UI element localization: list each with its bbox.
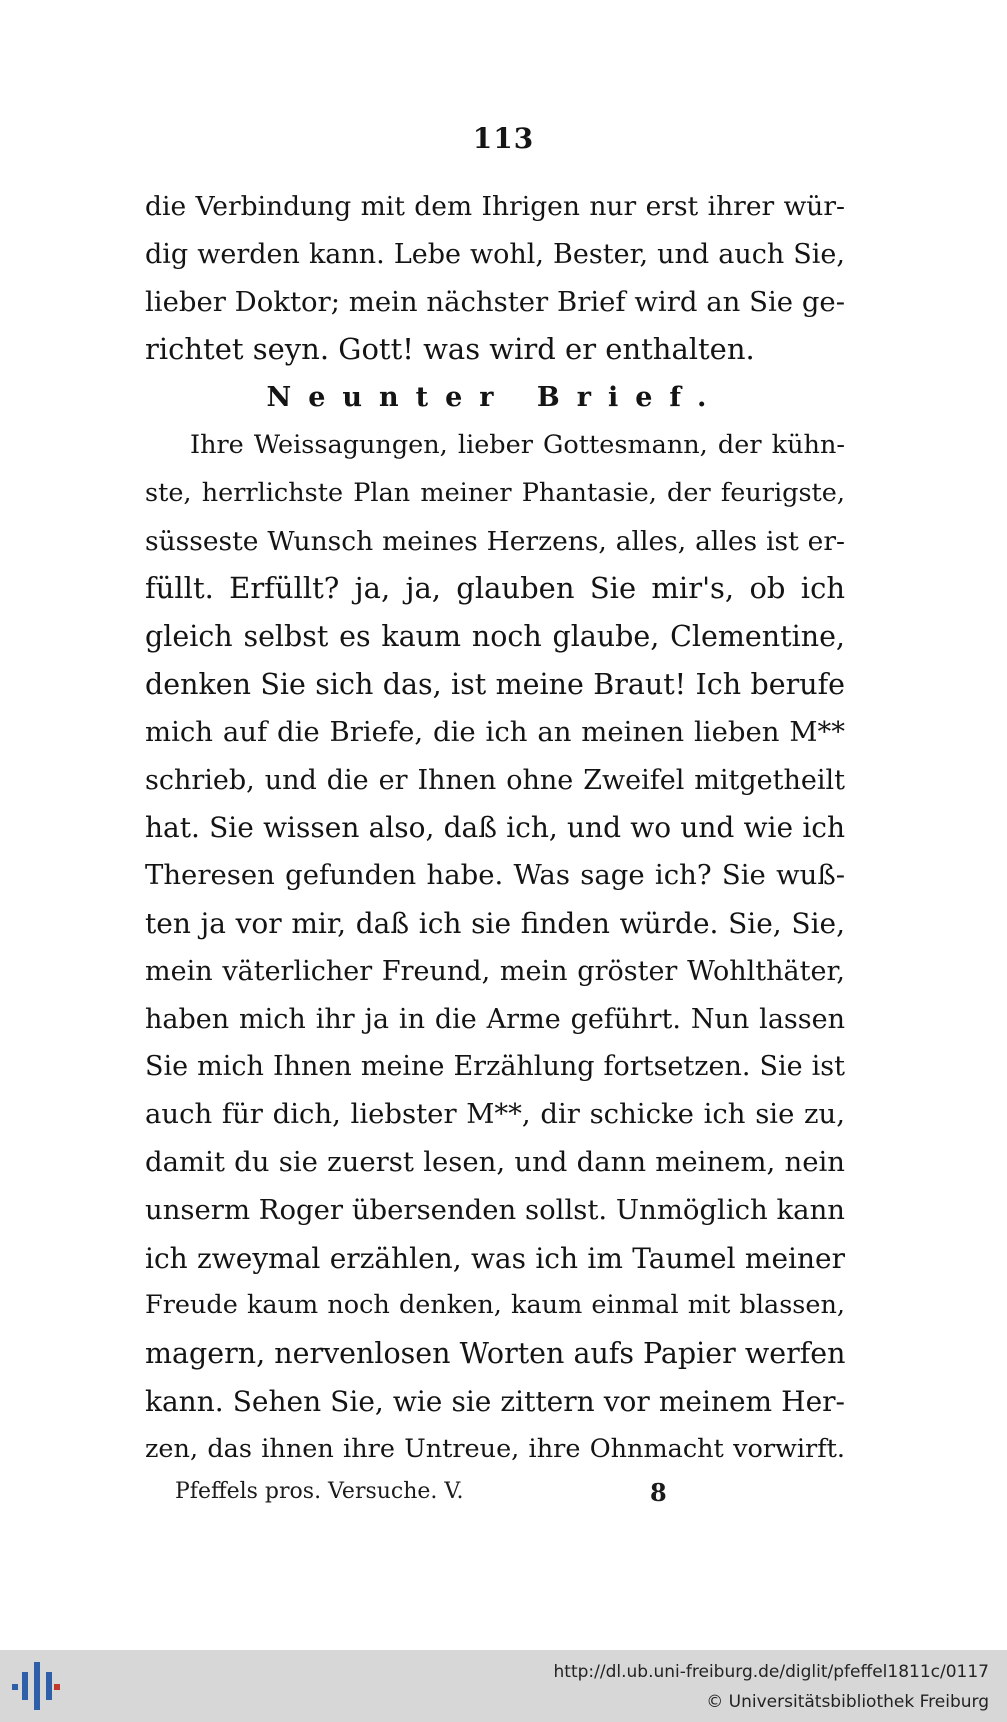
text-line: unserm Roger übersenden sollst. Unmöglich kann (145, 1193, 845, 1226)
text-line: schrieb, und die er Ihnen ohne Zweifel mitgetheilt (145, 764, 845, 796)
viewer-info-bar (0, 1650, 1007, 1722)
text-line: mein väterlicher Freund, mein gröster Wohlthäter, (145, 955, 845, 987)
text-line: die Verbindung mit dem Ihrigen nur erst ihrer wür- (145, 191, 845, 222)
text-line: lieber Doktor; mein nächster Brief wird an Sie ge- (145, 285, 845, 318)
text-line: Ihre Weissagungen, lieber Gottesmann, der kühn- (190, 429, 845, 460)
footer-signature: Pfeffels pros. Versuche. V. (175, 1479, 464, 1504)
letter-heading: Neunter Brief. (266, 382, 724, 414)
source-url-link[interactable]: http://dl.ub.uni-freiburg.de/diglit/pfeffel1811c/0117 (553, 1662, 989, 1682)
text-line: mich auf die Briefe, die ich an meinen lieben M** (145, 715, 845, 748)
copyright-notice: © Universitätsbibliothek Freiburg (706, 1692, 989, 1712)
footer-signature-mark: 8 (650, 1478, 667, 1507)
text-line: haben mich ihr ja in die Arme geführt. Nun lassen (145, 1003, 845, 1035)
text-line: dig werden kann. Lebe wohl, Bester, und auch Sie, (145, 238, 845, 270)
text-line: süsseste Wunsch meines Herzens, alles, alles ist er- (145, 525, 845, 557)
text-line: ten ja vor mir, daß ich sie finden würde. Sie, Sie, (145, 906, 845, 940)
text-line: kann. Sehen Sie, wie sie zittern vor meinem Her- (145, 1384, 845, 1418)
text-line: ste, herrlichste Plan meiner Phantasie, der feurigste, (145, 477, 845, 508)
text-line: füllt. Erfüllt? ja, ja, glauben Sie mir's, ob ich (145, 571, 845, 606)
text-line: hat. Sie wissen also, daß ich, und wo und wie ich (145, 811, 845, 845)
text-line: damit du sie zuerst lesen, und dann meinem, nein (145, 1145, 845, 1178)
text-line: denken Sie sich das, ist meine Braut! Ich berufe (145, 667, 845, 701)
text-line: gleich selbst es kaum noch glaube, Clementine, (145, 620, 845, 654)
body-text (145, 183, 845, 1474)
ub-freiburg-logo-icon[interactable] (8, 1658, 64, 1714)
text-line: Theresen gefunden habe. Was sage ich? Sie wuß- (145, 859, 845, 892)
text-line: magern, nervenlosen Worten aufs Papier werfen (145, 1337, 845, 1371)
page-number: 113 (472, 122, 535, 155)
text-line: Sie mich Ihnen meine Erzählung fortsetzen. Sie ist (145, 1051, 845, 1083)
text-line: zen, das ihnen ihre Untreue, ihre Ohnmacht vorwirft. (145, 1433, 845, 1464)
text-line: Freude kaum noch denken, kaum einmal mit blassen, (145, 1290, 845, 1321)
text-line: auch für dich, liebster M**, dir schicke ich sie zu, (145, 1098, 845, 1131)
text-line: richtet seyn. Gott! was wird er enthalten. (145, 332, 755, 367)
text-line: ich zweymal erzählen, was ich im Taumel meiner (145, 1241, 845, 1275)
